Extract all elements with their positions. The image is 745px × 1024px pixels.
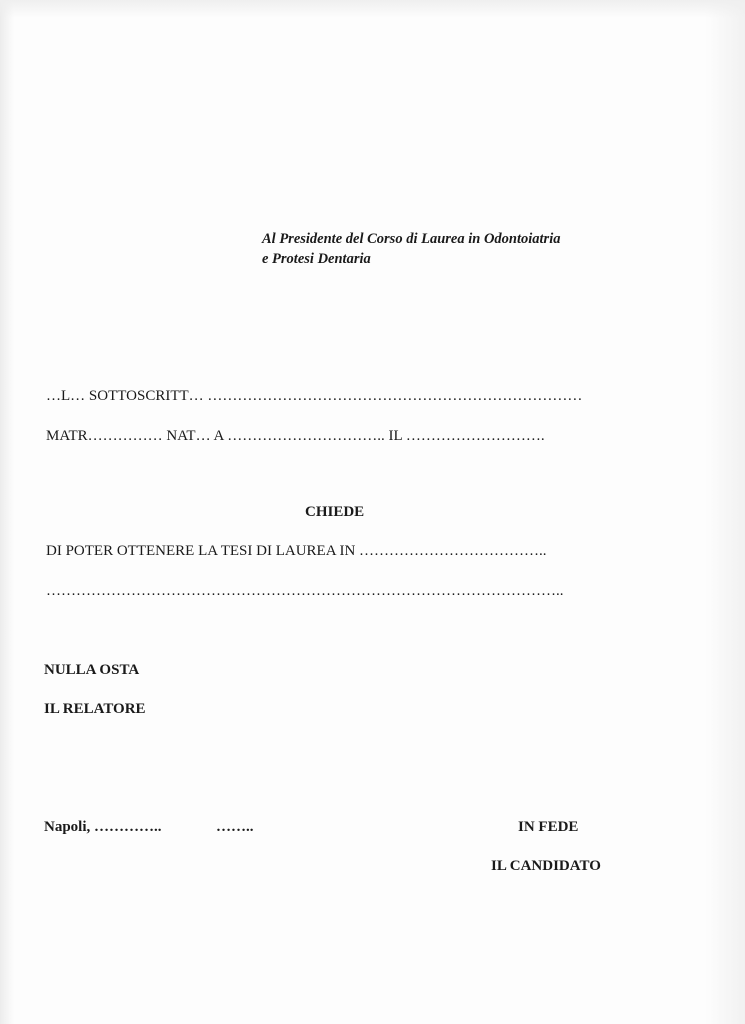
addressee-block [262,229,560,269]
addressee-line-2: e Protesi Dentaria [262,251,371,267]
date-extra-field: …….. [216,819,254,835]
scan-edge-left [0,0,14,1024]
thesis-continuation-line: ………………………………………………………………………………………….. [46,583,564,599]
signatory-line: …L… SOTTOSCRITT… ………………………………………………………………… [46,388,583,404]
details-line: MATR…………… NAT… A ………………………….. IL ………………………. [46,428,545,444]
addressee-line-1: Al Presidente del Corso di Laurea in Odontoiatria [262,231,561,247]
thesis-request-line: DI POTER OTTENERE LA TESI DI LAUREA IN ……………………………….. [46,543,547,559]
scan-edge-right [705,0,745,1024]
scan-edge-top [0,0,745,18]
request-heading: CHIEDE [305,504,365,520]
candidate-label: IL CANDIDATO [491,858,601,874]
place-date-field: Napoli, ………….. [44,819,162,835]
relatore-label: IL RELATORE [44,701,146,717]
in-fede-label: IN FEDE [518,819,579,835]
nulla-osta-label: NULLA OSTA [44,662,140,678]
